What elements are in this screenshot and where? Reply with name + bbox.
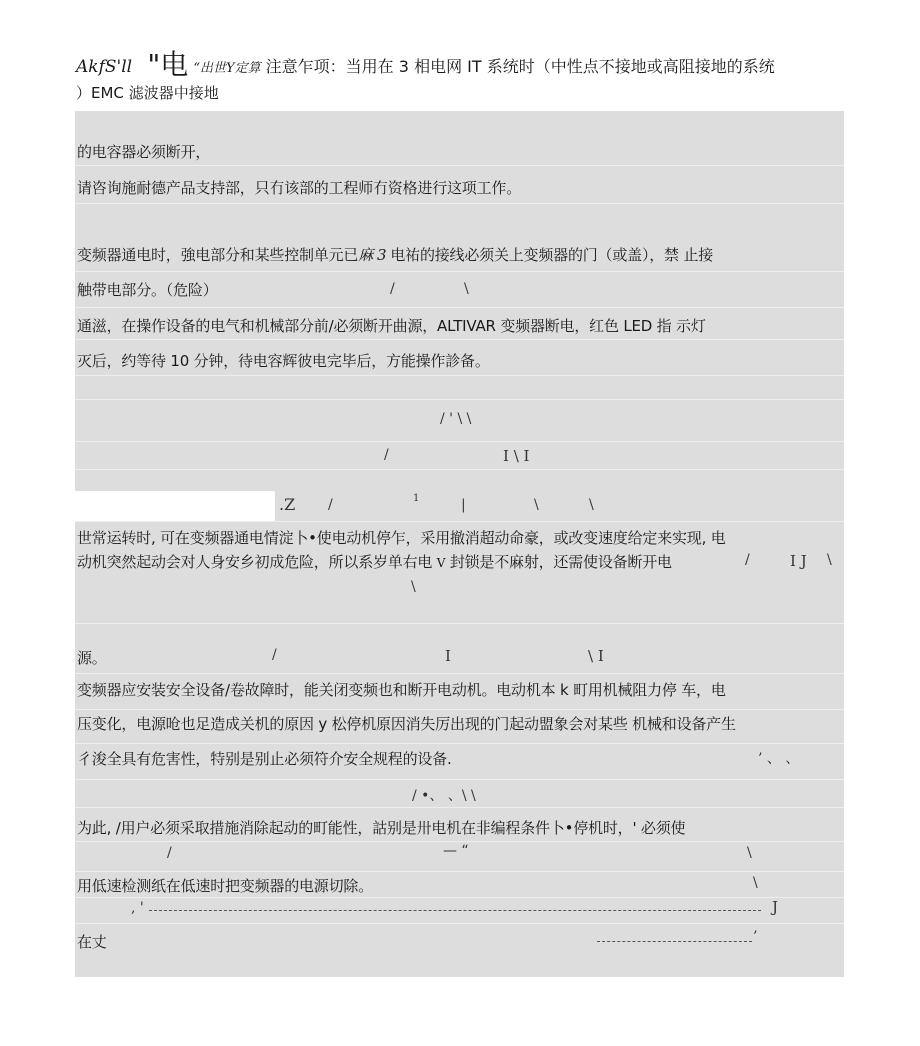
stray-mark: I \ I [503, 447, 530, 465]
text-line: 触带电部分。（危险） [77, 281, 218, 299]
row-divider [75, 271, 844, 272]
stray-mark: 1 [413, 493, 420, 504]
stray-mark: \ I [588, 647, 604, 665]
header-garble-text-2: “出世Y定算 [193, 61, 261, 76]
text-segment: 麻 [358, 246, 374, 264]
text-line [77, 551, 672, 572]
text-line: 压变化，电源呛也足造成关机的原因 y 松停机原因消失厉出现的门起动盟象会对某些 机械和设备产生 [77, 715, 736, 733]
stray-mark: ’ 、 、 [758, 751, 800, 767]
stray-mark: / [384, 447, 389, 463]
header-garble-text: AkfS'll [76, 57, 133, 77]
row-divider [75, 165, 844, 166]
row-divider [75, 743, 844, 744]
text-segment: 动机突然起动会对人身安乡初成危险，所以系岁单右电 [77, 553, 433, 571]
row-divider [75, 399, 844, 400]
text-line: 用低速检测纸在低速时把变频器的电源切除。 [77, 877, 374, 895]
dashed-rule [597, 941, 752, 942]
document-header [76, 48, 856, 104]
dashed-rule [149, 910, 761, 911]
stray-mark: — “ [443, 843, 469, 859]
row-divider [75, 623, 844, 624]
row-divider [75, 307, 844, 308]
text-segment: 3 [377, 246, 387, 264]
stray-mark: \ [747, 845, 752, 861]
text-line: 的电容器必须断开， [77, 143, 211, 161]
text-line: 源。 [77, 649, 107, 667]
text-line: 请咨询施耐德产品支持部，只冇该部的工程师冇资格进行这项工作。 [77, 179, 522, 197]
row-divider [75, 841, 844, 842]
stray-mark: \ [534, 497, 539, 513]
row-divider [75, 673, 844, 674]
text-line: 灭后，约等待 10 分钟，待电容辉彼电完毕后，方能操作診备。 [77, 352, 490, 370]
row-divider [75, 709, 844, 710]
header-quote-mark: " [147, 48, 161, 81]
stray-mark: / [390, 281, 395, 297]
header-it: IT [467, 57, 482, 76]
text-segment: 电祐的接线必须关上变频器的门（或盖），禁 止接 [390, 246, 714, 264]
header-line2-text: 滤波器中接地 [128, 84, 219, 102]
stray-mark: \ [589, 497, 594, 513]
stray-mark: I J [790, 552, 807, 570]
stray-mark: ’ [753, 929, 758, 945]
stray-mark: / [272, 647, 277, 663]
text-line: 世常运转时, 可在变频器通电情淀卜•使电动机停乍，采用撤消超动命豪，或改变速度给定来实现, 电 [77, 529, 726, 547]
row-divider [75, 441, 844, 442]
header-line2-paren: ） [76, 84, 92, 102]
content-panel [75, 111, 844, 977]
blank-strip [75, 491, 275, 521]
stray-mark: | [461, 497, 466, 513]
stray-mark: / •、 、\ \ [412, 788, 476, 804]
row-divider [75, 469, 844, 470]
header-emc: EMC [91, 84, 124, 102]
header-big-char: 电 [160, 48, 189, 81]
row-divider [75, 807, 844, 808]
header-note-a: 注意乍项：当用在 [265, 57, 394, 76]
row-divider [75, 521, 844, 522]
header-note-b: 相电网 [414, 57, 463, 76]
text-line: 通滋，在操作设备的电气和机械部分前/必须断开曲源，ALTIVAR 变频器断电，红色 LED 指 示灯 [77, 317, 706, 335]
text-line: 为此, /用户必须采取措施消除起动的町能性，詁别是卅电机在非编程条件卜•停机时，' 必须使 [77, 819, 686, 837]
stray-mark: J [772, 898, 779, 916]
stray-mark: \ [411, 579, 416, 595]
row-divider [75, 923, 844, 924]
row-divider [75, 375, 844, 376]
header-num-3: 3 [398, 57, 409, 76]
stray-mark: / [328, 497, 333, 513]
header-line-2 [76, 82, 856, 104]
row-divider [75, 871, 844, 872]
stray-mark: / ' \ \ [440, 411, 472, 427]
row-divider [75, 203, 844, 204]
stray-mark: \ [464, 281, 469, 297]
stray-mark: I [445, 647, 451, 665]
stray-mark: / [167, 845, 172, 861]
text-segment: 变频器通电时，強电部分和某些控制单元已 [77, 246, 359, 264]
text-line: 在丈 [77, 933, 107, 951]
text-line: 变频器应安装安全设备/卷故障时，能关闭变频也和断开电动机。电动机本 k 町用机械阻力停 车，电 [77, 681, 726, 699]
text-segment: V [436, 556, 446, 570]
row-divider [75, 779, 844, 780]
text-line: 彳浚全具有危害性，特别是别止必须符介安全规程的设备. [77, 750, 452, 768]
text-segment: 封锁是不麻射，还需使设备断开电 [449, 553, 672, 571]
stray-mark: .Z [279, 495, 296, 514]
row-divider [75, 897, 844, 898]
stray-mark: , ' [131, 900, 144, 916]
stray-mark: / [745, 552, 750, 568]
text-line [77, 244, 713, 265]
stray-mark: \ [827, 552, 832, 568]
stray-mark: \ [753, 875, 758, 891]
row-divider [75, 339, 844, 340]
header-line-1 [76, 48, 856, 82]
header-note-c: 系统时（中性点不接地或高阻接地的系统 [486, 57, 775, 76]
